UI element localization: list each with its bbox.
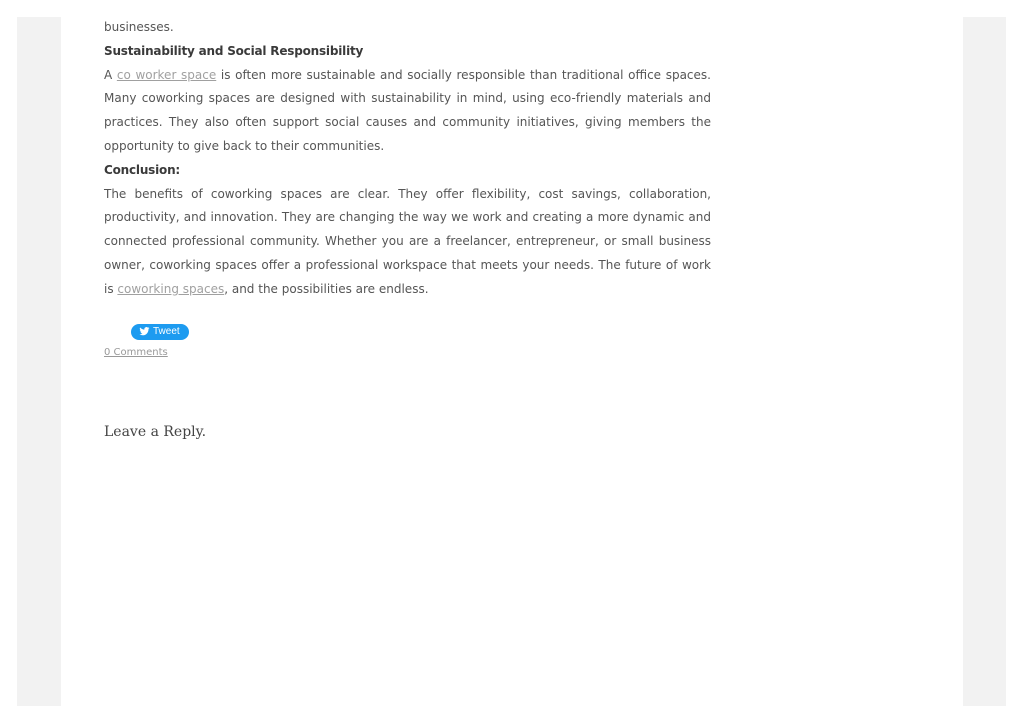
co-worker-space-link[interactable]: co worker space — [116, 67, 217, 82]
sustainability-text-end: is often more sustainable and socially responsible than traditional office spaces. Many coworking spaces are designed with sustainability in mind, using eco-friendly materials and practices. They also often support social causes and community initiatives, giving members the opportunity to give back to their communities. — [104, 67, 711, 153]
coworking-spaces-link[interactable]: coworking spaces — [117, 281, 225, 296]
conclusion-heading: Conclusion: — [104, 162, 181, 177]
twitter-bird-icon — [139, 326, 150, 337]
tweet-label: Tweet — [153, 326, 180, 337]
conclusion-text-end: , and the possibilities are endless. — [224, 281, 429, 296]
sustainability-paragraph — [104, 64, 711, 159]
sustainability-text-start: A — [104, 67, 117, 82]
social-share-bar — [131, 322, 189, 341]
conclusion-paragraph — [104, 183, 711, 302]
sustainability-heading: Sustainability and Social Responsibility — [104, 43, 364, 58]
blog-post-body — [104, 16, 711, 302]
comments-link[interactable]: 0 Comments — [104, 347, 168, 358]
conclusion-text-start: The benefits of coworking spaces are clear. They offer flexibility, cost savings, collaboration, productivity, and innovation. They are changing the way we work and creating a more dynamic and connected professional community. Whether you are a freelancer, entrepreneur, or small business owner, coworking spaces offer a professional workspace that meets your needs. The future of work is — [104, 186, 711, 296]
tweet-button[interactable] — [131, 324, 189, 340]
intro-paragraph-tail: businesses. — [104, 20, 174, 34]
leave-reply-heading: Leave a Reply. — [104, 424, 207, 440]
